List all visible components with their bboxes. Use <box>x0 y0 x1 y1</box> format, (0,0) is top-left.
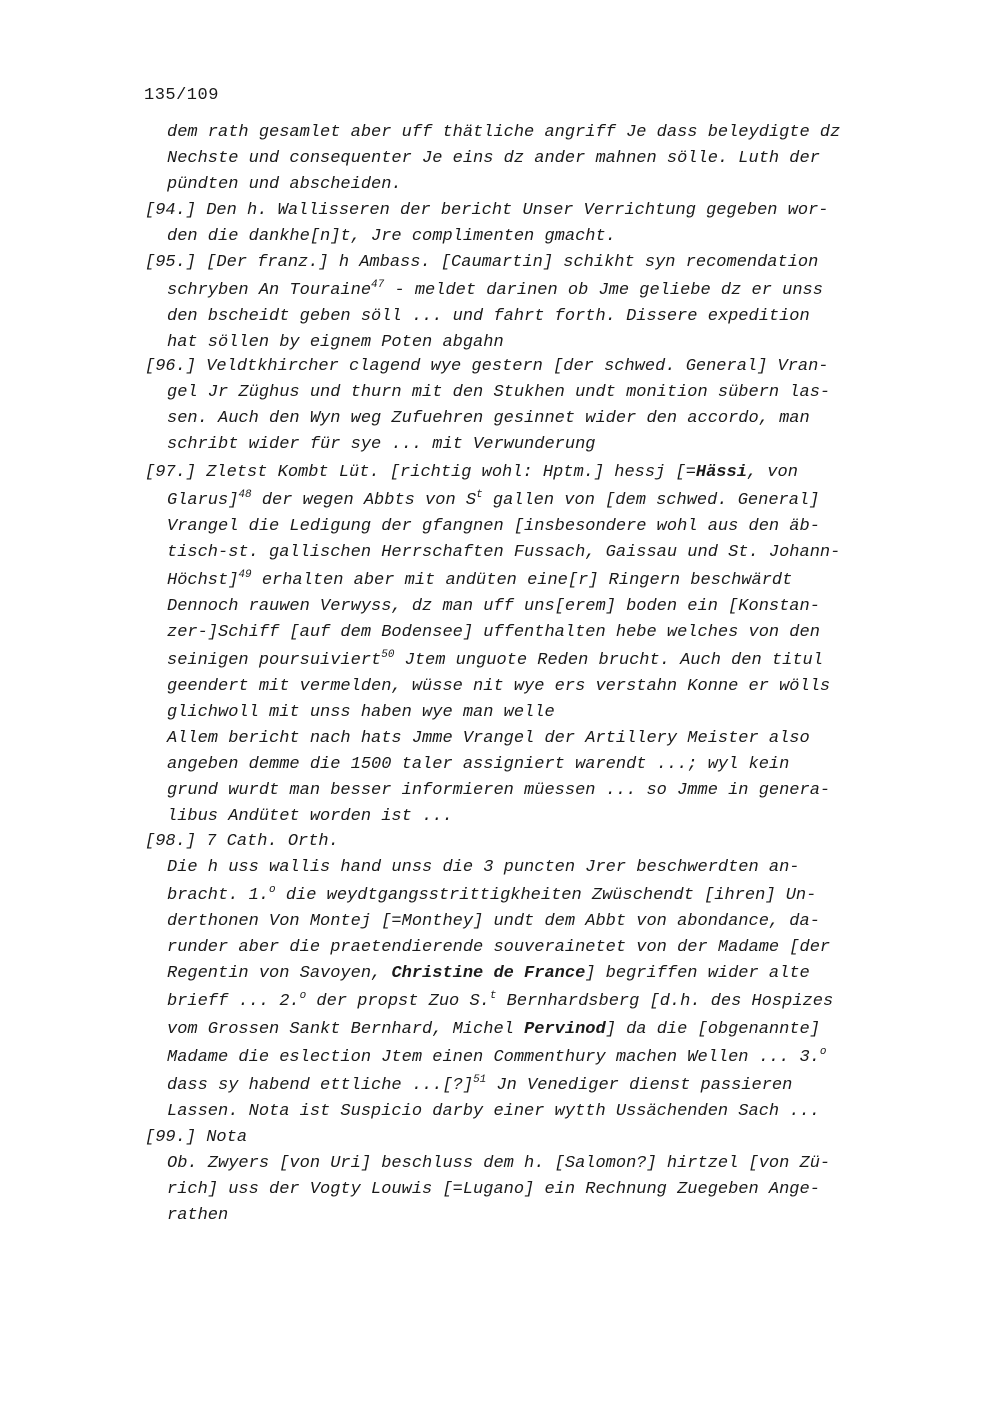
footnote-marker: 50 <box>381 649 395 661</box>
text-segment: brieff ... 2. <box>167 992 300 1011</box>
text-segment: derthonen Von Montej [=Monthey] undt dem Abbt von abondance, da- <box>167 912 820 931</box>
text-line <box>167 1075 792 1097</box>
text-segment: seinigen poursuiviert <box>167 651 382 670</box>
bold-name: Pervinod <box>524 1020 606 1039</box>
text-segment: [96.] Veldtkhircher clagend wye gestern [der schwed. General] Vran- <box>145 357 829 376</box>
text-segment: den die dankhe[n]t, Jre complimenten gmacht. <box>167 227 616 246</box>
text-line <box>167 148 820 170</box>
text-line <box>167 1179 820 1201</box>
text-line <box>145 200 829 222</box>
footnote-marker: o <box>299 990 307 1002</box>
text-line <box>167 991 833 1013</box>
text-line <box>167 1153 830 1175</box>
text-segment: Dennoch rauwen Verwyss, dz man uff uns[erem] boden ein [Konstan- <box>167 597 820 616</box>
text-line <box>145 462 798 484</box>
text-segment: Höchst] <box>167 571 239 590</box>
text-segment: rathen <box>167 1206 229 1225</box>
text-segment: schryben An Touraine <box>167 281 372 300</box>
text-line <box>167 516 820 538</box>
footnote-marker: 51 <box>473 1074 487 1086</box>
text-line <box>167 806 453 828</box>
text-segment: bracht. 1. <box>167 886 270 905</box>
text-segment: Regentin von Savoyen, <box>167 964 392 983</box>
text-segment: [94.] Den h. Wallisseren der bericht Unser Verrichtung gegeben wor- <box>145 201 829 220</box>
text-segment: der wegen Abbts von S <box>251 491 477 510</box>
text-segment: runder aber die praetendierende souverainetet von der Madame [der <box>167 938 831 957</box>
page-number: 135/109 <box>144 86 219 105</box>
text-line <box>167 702 555 724</box>
text-line <box>145 831 339 853</box>
footnote-marker: t <box>489 990 497 1002</box>
text-line <box>167 174 402 196</box>
text-segment: Glarus] <box>167 491 239 510</box>
text-line <box>167 780 830 802</box>
text-line <box>167 885 816 907</box>
text-line <box>167 408 810 430</box>
text-line <box>167 332 504 354</box>
text-line <box>167 1205 228 1227</box>
text-segment: den bscheidt geben söll ... und fahrt forth. Dissere expedition <box>167 307 810 326</box>
text-line <box>167 122 840 144</box>
text-segment: vom Grossen Sankt Bernhard, Michel <box>167 1020 525 1039</box>
text-line <box>167 622 820 644</box>
text-segment: die weydtgangsstrittigkheiten Zwüschendt [ihren] Un- <box>275 886 817 905</box>
text-line <box>167 1047 827 1069</box>
text-segment: sen. Auch den Wyn weg Zufuehren gesinnet wider den accordo, man <box>167 409 810 428</box>
text-segment: Jn Venediger dienst passieren <box>486 1076 793 1095</box>
text-line <box>167 382 830 404</box>
text-segment: rich] uss der Vogty Louwis [=Lugano] ein Rechnung Zuegeben Ange- <box>167 1180 820 1199</box>
text-line <box>167 226 616 248</box>
text-line <box>167 1019 820 1041</box>
bold-name: Hässi <box>695 463 747 482</box>
text-line <box>145 252 818 274</box>
text-segment: libus Andütet worden ist ... <box>167 807 453 826</box>
text-segment: ] begriffen wider alte <box>585 964 810 983</box>
text-segment: Jtem unguote Reden brucht. Auch den titul <box>394 651 823 670</box>
text-line <box>167 963 810 985</box>
text-segment: Die h uss wallis hand unss die 3 puncten Jrer beschwerdten an- <box>167 858 800 877</box>
footnote-marker: t <box>476 489 483 501</box>
text-segment: [99.] Nota <box>145 1128 248 1147</box>
text-segment: dem rath gesamlet aber uff thätliche angriff Je dass beleydigte dz <box>167 123 841 142</box>
text-line <box>167 937 830 959</box>
text-segment: Ob. Zwyers [von Uri] beschluss dem h. [Salomon?] hirtzel [von Zü- <box>167 1154 831 1173</box>
footnote-marker: o <box>269 884 276 896</box>
text-segment: [97.] Zletst Kombt Lüt. [richtig wohl: Hptm.] hessj [= <box>145 463 696 482</box>
text-line <box>167 1101 820 1123</box>
text-segment: pündten und abscheiden. <box>167 175 402 194</box>
text-segment: gallen von [dem schwed. General] <box>482 491 820 510</box>
footnote-marker: 48 <box>238 489 252 501</box>
text-segment: Lassen. Nota ist Suspicio darby einer wytth Ussächenden Sach ... <box>167 1102 820 1121</box>
text-segment: [95.] [Der franz.] h Ambass. [Caumartin] schikht syn recomendation <box>145 253 819 272</box>
text-segment: - meldet darinen ob Jme geliebe dz er unss <box>384 281 823 300</box>
text-segment: tisch-st. gallischen Herrschaften Fussach, Gaissau und St. Johann- <box>167 543 841 562</box>
text-line <box>167 728 810 750</box>
text-segment: [98.] 7 Cath. Orth. <box>145 832 339 851</box>
text-segment: zer-]Schiff [auf dem Bodensee] uffenthalten hebe welches von den <box>167 623 820 642</box>
text-line <box>167 570 792 592</box>
text-segment: hat söllen by eignem Poten abgahn <box>167 333 504 352</box>
text-segment: geendert mit vermelden, wüsse nit wye ers verstahn Konne er wölls <box>167 677 831 696</box>
footnote-marker: 49 <box>238 569 252 581</box>
text-segment: glichwoll mit unss haben wye man welle <box>167 703 555 722</box>
text-line <box>167 911 820 933</box>
text-segment: schribt wider für sye ... mit Verwunderung <box>167 435 596 454</box>
text-line <box>167 676 830 698</box>
footnote-marker: o <box>819 1046 827 1058</box>
bold-name: Christine de France <box>391 964 586 983</box>
text-line <box>167 280 823 302</box>
text-segment: Madame die eslection Jtem einen Commenthury machen Wellen ... 3. <box>167 1048 820 1067</box>
text-segment: erhalten aber mit andüten eine[r] Ringern beschwärdt <box>251 571 793 590</box>
text-line <box>167 490 819 512</box>
text-segment: Nechste und consequenter Je eins dz ander mahnen sölle. Luth der <box>167 149 820 168</box>
text-line <box>167 754 789 776</box>
text-line <box>145 1127 247 1149</box>
text-line <box>167 434 595 456</box>
text-line <box>167 306 810 328</box>
text-segment: Vrangel die Ledigung der gfangnen [insbesondere wohl aus den äb- <box>167 517 820 536</box>
text-segment: grund wurdt man besser informieren müessen ... so Jmme in genera- <box>167 781 831 800</box>
text-segment: der propst Zuo S. <box>306 992 490 1011</box>
text-segment: ] da die [obgenannte] <box>605 1020 820 1039</box>
text-segment: angeben demme die 1500 taler assigniert warendt ...; wyl kein <box>167 755 790 774</box>
text-line <box>167 596 820 618</box>
text-segment: dass sy habend ettliche ...[?] <box>167 1076 474 1095</box>
text-line <box>145 356 829 378</box>
text-segment: , von <box>746 463 798 482</box>
text-line <box>167 542 840 564</box>
footnote-marker: 47 <box>371 279 385 291</box>
text-line <box>167 857 800 879</box>
text-segment: Allem bericht nach hats Jmme Vrangel der Artillery Meister also <box>167 729 810 748</box>
text-segment: Bernhardsberg [d.h. des Hospizes <box>496 992 834 1011</box>
text-line <box>167 650 823 672</box>
text-segment: gel Jr Züghus und thurn mit den Stukhen undt monition sübern las- <box>167 383 831 402</box>
